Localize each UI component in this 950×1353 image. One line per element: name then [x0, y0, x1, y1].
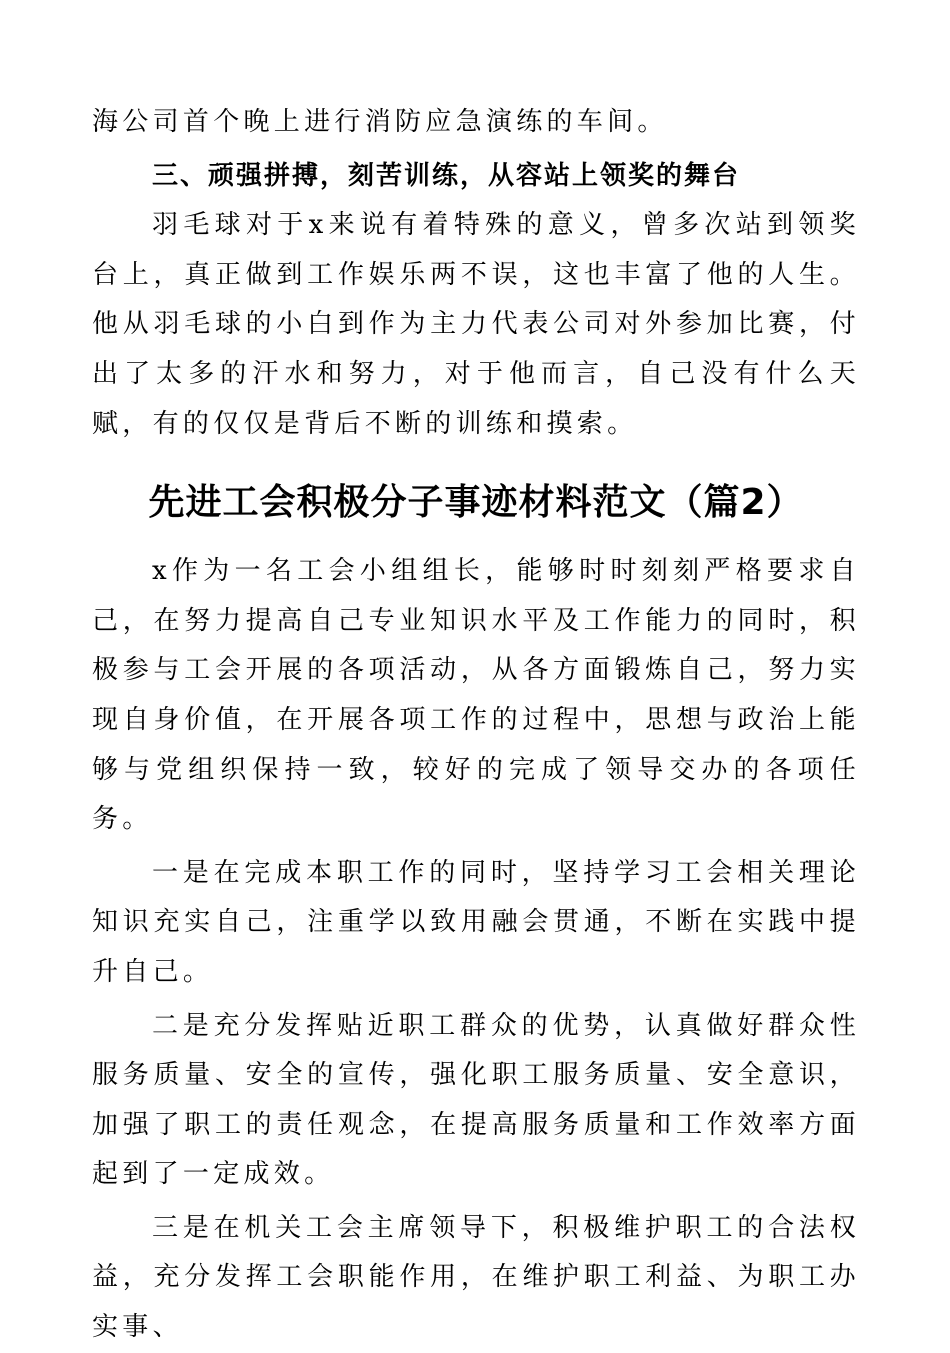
intro-paragraph: x作为一名工会小组组长，能够时时刻刻严格要求自己，在努力提高自己专业知识水平及工作能力的同时，积极参与工会开展的各项活动，从各方面锻炼自己，努力实现自身价值，在开展各项工作的过程中，思想与政治上能够与党组织保持一致，较好的完成了领导交办的各项任务。 — [92, 556, 860, 835]
continuation-paragraph: 海公司首个晚上进行消防应急演练的车间。 — [92, 107, 668, 137]
point-three-paragraph: 三是在机关工会主席领导下，积极维护职工的合法权益，充分发挥工会职能作用，在维护职工利益、为职工办实事、 — [92, 1212, 860, 1343]
document-body — [92, 98, 860, 1353]
point-two-paragraph: 二是充分发挥贴近职工群众的优势，认真做好群众性服务质量、安全的宣传，强化职工服务质量、安全意识，加强了职工的责任观念，在提高服务质量和工作效率方面起到了一定成效。 — [92, 1010, 860, 1190]
point-one-paragraph: 一是在完成本职工作的同时，坚持学习工会相关理论知识充实自己，注重学以致用融会贯通，不断在实践中提升自己。 — [92, 857, 860, 987]
section-three-heading: 三、顽强拼搏，刻苦训练，从容站上领奖的舞台 — [152, 160, 741, 191]
article-title: 先进工会积极分子事迹材料范文（篇2） — [148, 482, 804, 524]
section-three-paragraph: 羽毛球对于x来说有着特殊的意义，曾多次站到领奖台上，真正做到工作娱乐两不误，这也丰富了他的人生。他从羽毛球的小白到作为主力代表公司对外参加比赛，付出了太多的汗水和努力，对于他而言，自己没有什么天赋，有的仅仅是背后不断的训练和摸索。 — [92, 210, 860, 439]
